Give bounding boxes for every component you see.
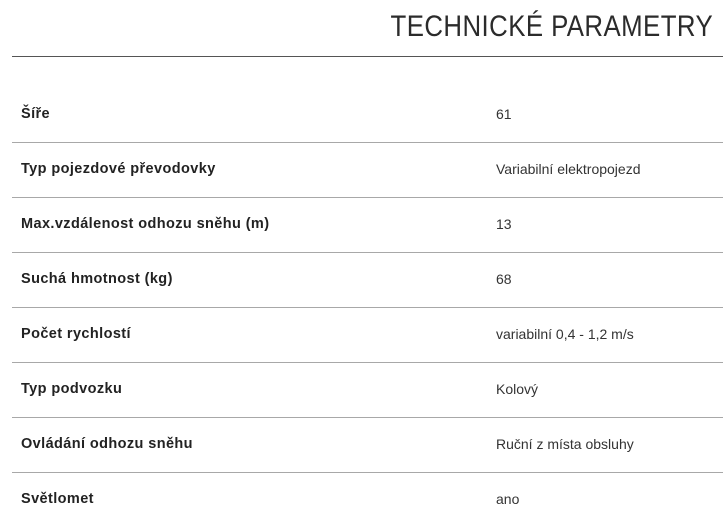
section-header — [12, 0, 723, 57]
parameter-value: Variabilní elektropojezd — [496, 161, 641, 177]
parameter-label: Ovládání odhozu sněhu — [21, 436, 193, 452]
table-row — [12, 418, 723, 473]
parameter-label: Počet rychlostí — [21, 326, 131, 342]
parameter-value: Kolový — [496, 381, 539, 397]
parameter-label: Světlomet — [21, 491, 94, 507]
parameter-value: variabilní 0,4 - 1,2 m/s — [496, 326, 634, 342]
table-row — [12, 198, 723, 253]
table-row — [12, 308, 723, 363]
parameter-value: ano — [496, 491, 520, 507]
parameters-table — [12, 88, 723, 527]
parameter-label: Šíře — [21, 106, 51, 122]
table-row — [12, 363, 723, 418]
table-row — [12, 473, 723, 527]
parameter-value: 61 — [496, 106, 512, 122]
parameter-value: 13 — [496, 216, 512, 232]
section-title: TECHNICKÉ PARAMETRY — [390, 10, 713, 43]
table-row — [12, 88, 723, 143]
parameter-value: 68 — [496, 271, 512, 287]
table-row — [12, 253, 723, 308]
parameter-value: Ruční z místa obsluhy — [496, 436, 634, 452]
parameter-label: Typ pojezdové převodovky — [21, 161, 216, 177]
parameter-label: Suchá hmotnost (kg) — [21, 271, 173, 287]
parameter-label: Max.vzdálenost odhozu sněhu (m) — [21, 216, 270, 232]
parameter-label: Typ podvozku — [21, 381, 123, 397]
table-row — [12, 143, 723, 198]
